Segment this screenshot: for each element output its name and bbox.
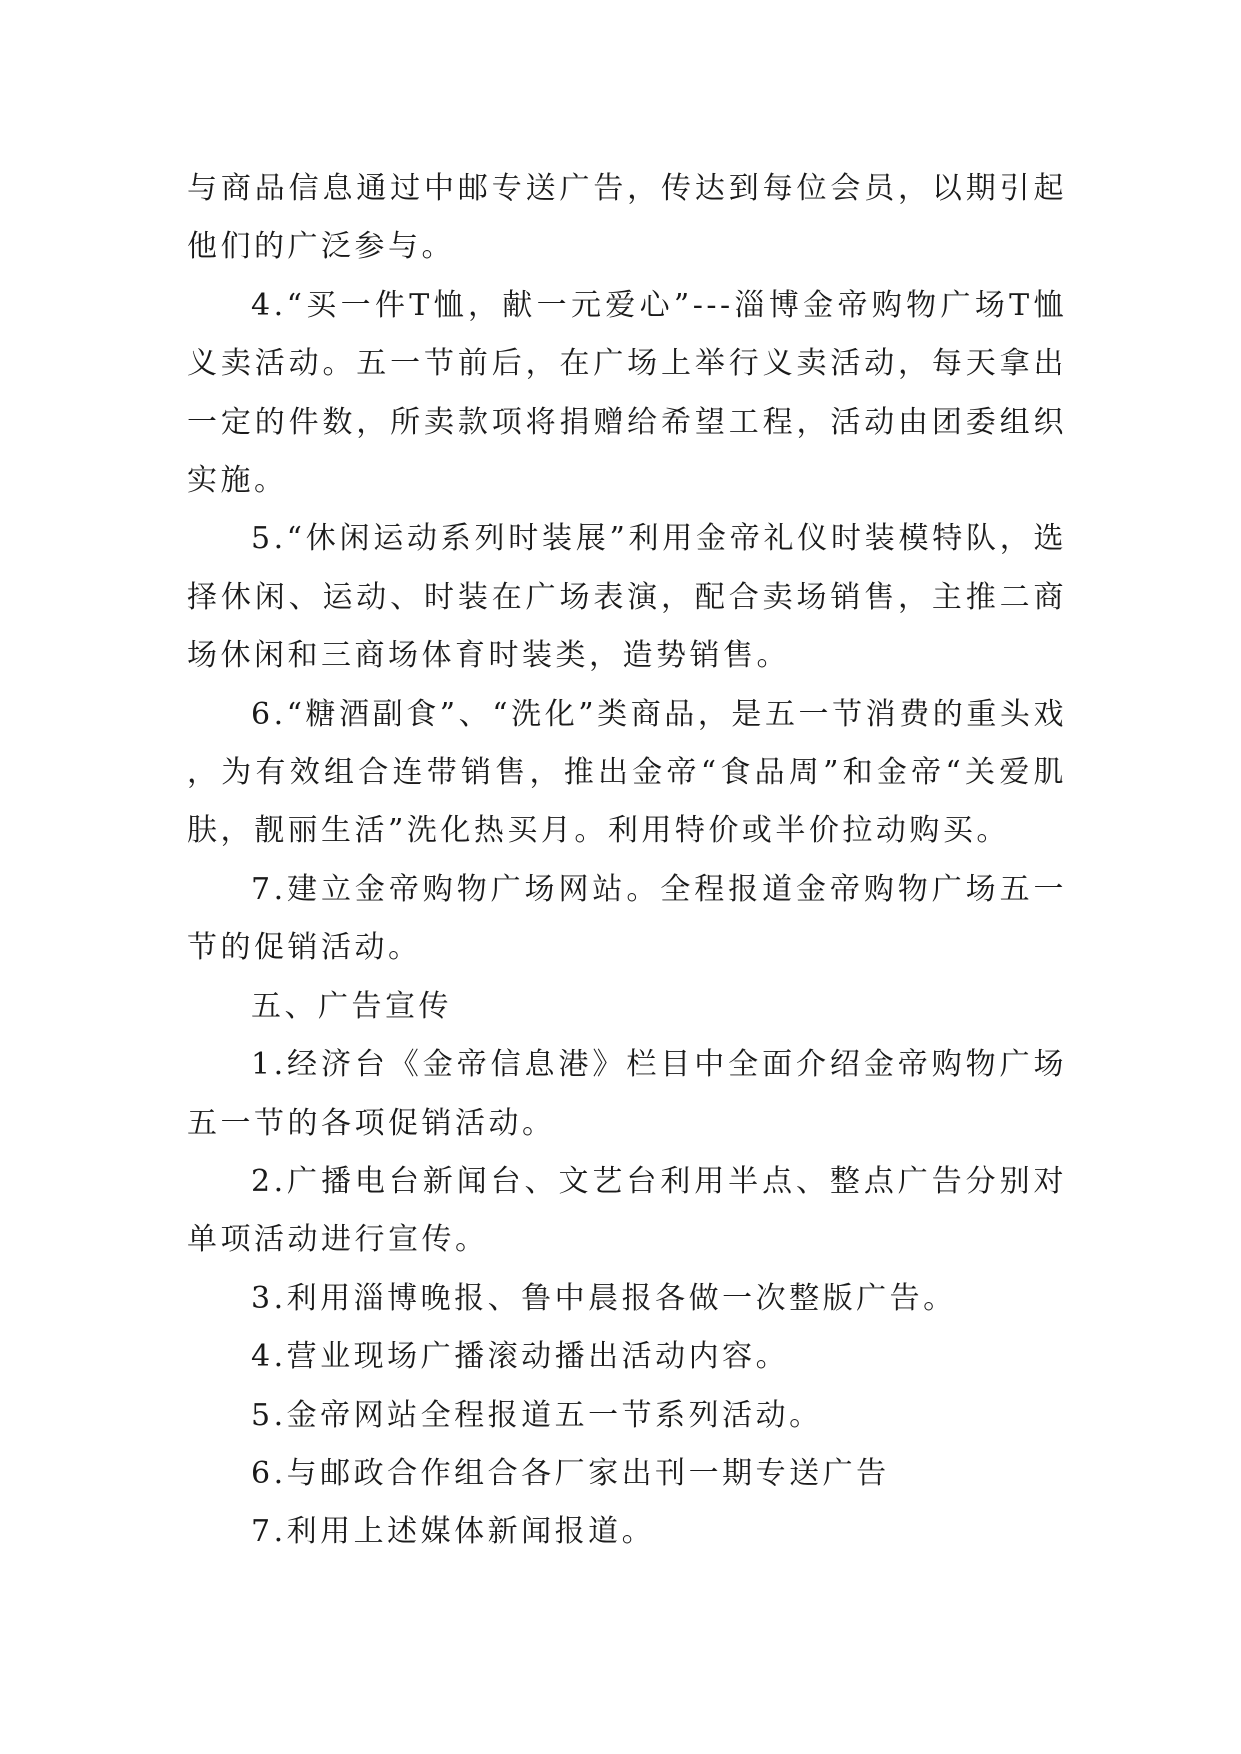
paragraph-item-7-website: 7.建立金帝购物广场网站。全程报道金帝购物广场五一节的促销活动。 <box>187 871 1067 966</box>
paragraph-ad-4: 4.营业现场广播滚动播出活动内容。 <box>251 1339 790 1375</box>
paragraph-ad-3: 3.利用淄博晚报、鲁中晨报各做一次整版广告。 <box>251 1280 957 1316</box>
paragraph-ad-6: 6.与邮政合作组合各厂家出刊一期专送广告 <box>251 1455 890 1491</box>
paragraph-ad-1: 1.经济台《金帝信息港》栏目中全面介绍金帝购物广场五一节的各项促销活动。 <box>187 1047 1067 1141</box>
paragraph-ad-7: 7.利用上述媒体新闻报道。 <box>251 1514 656 1550</box>
paragraph-item-5-fashion-show: 5.“休闲运动系列时装展”利用金帝礼仪时装模特队，选择休闲、运动、时装在广场表演，配合卖场销售，主推二商场休闲和三商场体育时装类，造势销售。 <box>187 521 1067 674</box>
section-heading-advertising: 五、广告宣传 <box>251 988 452 1024</box>
paragraph-ad-5: 5.金帝网站全程报道五一节系列活动。 <box>251 1397 823 1433</box>
paragraph-continuation: 与商品信息通过中邮专送广告，传达到每位会员，以期引起他们的广泛参与。 <box>187 171 1067 265</box>
document-body <box>187 160 1067 1562</box>
paragraph-item-4-tshirt-charity: 4.“买一件T恤，献一元爱心”---淄博金帝购物广场T恤义卖活动。五一节前后，在广场上举行义卖活动，每天拿出一定的件数，所卖款项将捐赠给希望工程，活动由团委组织实施。 <box>187 287 1067 499</box>
paragraph-ad-2: 2.广播电台新闻台、文艺台利用半点、整点广告分别对单项活动进行宣传。 <box>187 1163 1067 1258</box>
paragraph-item-6-food-week: 6.“糖酒副食”、“洗化”类商品，是五一节消费的重头戏，为有效组合连带销售，推出金帝“食品周”和金帝“关爱肌肤，靓丽生活”洗化热买月。利用特价或半价拉动购买。 <box>187 696 1067 849</box>
